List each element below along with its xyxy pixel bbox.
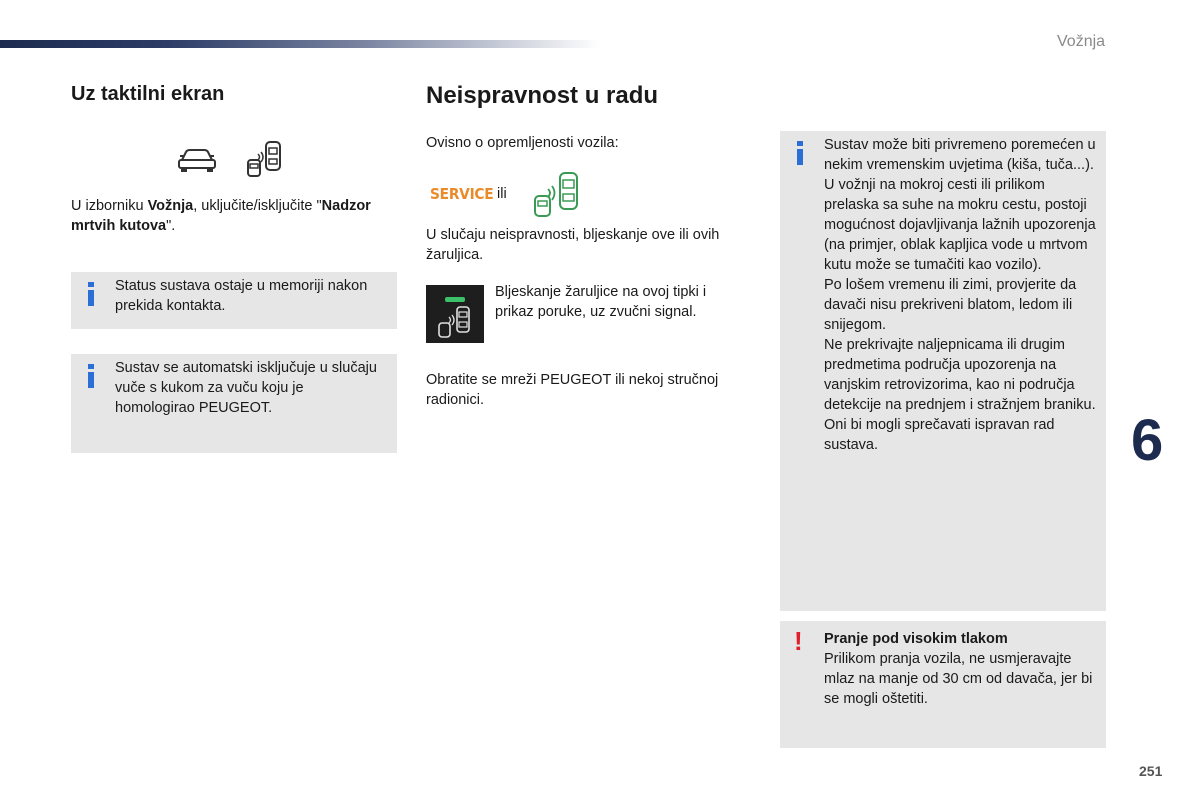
info-icon bbox=[87, 364, 95, 388]
blind-spot-button bbox=[426, 285, 484, 343]
contact-text: Obratite se mreži PEUGEOT ili nekoj stručnoj radionici. bbox=[426, 372, 719, 408]
info-text: Status sustava ostaje u memoriji nakon prekida kontakta. bbox=[115, 278, 368, 314]
info-paragraph: Po lošem vremenu ili zimi, provjerite da davači nisu prekriveni blatom, ledom ili snijegom. bbox=[824, 277, 1077, 333]
malfunction-heading: Neispravnost u radu bbox=[426, 82, 659, 109]
malfunction-text: U slučaju neispravnosti, bljeskanje ove ili ovih žaruljica. bbox=[426, 227, 720, 263]
info-paragraph: Ne prekrivajte naljepnicama ili drugim predmetima područja upozorenja na vanjskim retrovizorima, kao ni područja detekcije na prednjem i stražnjem braniku. Oni bi mogli sprečavati ispravan rad sustava. bbox=[824, 337, 1096, 453]
info-box-memory bbox=[71, 272, 397, 329]
touchscreen-heading: Uz taktilni ekran bbox=[71, 83, 225, 105]
header-gradient-bar bbox=[0, 40, 600, 48]
car-icon bbox=[176, 144, 218, 174]
info-paragraphs bbox=[824, 135, 1098, 455]
warning-box-washing bbox=[780, 621, 1106, 748]
indicator-led bbox=[445, 297, 465, 302]
service-warning-icon: SERVICE bbox=[430, 185, 494, 203]
info-icon bbox=[796, 141, 804, 165]
menu-instruction: U izborniku Vožnja, uključite/isključite "Nadzor mrtvih kutova". bbox=[71, 198, 371, 234]
button-flash-text: Bljeskanje žaruljice na ovoj tipki i prikaz poruke, uz zvučni signal. bbox=[495, 284, 707, 320]
info-icon bbox=[87, 282, 95, 306]
blind-spot-icon bbox=[244, 140, 284, 178]
info-paragraph: U vožnji na mokroj cesti ili prilikom prelaska sa suhe na mokru cestu, postoji mogućnost dojavljivanja lažnih upozorenja (na primjer, oblak kapljica vode u mrtvom kutu može se tumačiti kao vozilo). bbox=[824, 177, 1096, 273]
info-paragraph: Sustav može biti privremeno poremećen u nekim vremenskim uvjetima (kiša, tuča...). bbox=[824, 137, 1096, 173]
warning-title: Pranje pod visokim tlakom bbox=[824, 631, 1008, 647]
info-box-towing bbox=[71, 354, 397, 453]
section-name: Vožnja bbox=[1057, 33, 1106, 50]
or-text: ili bbox=[497, 186, 507, 202]
equipment-intro: Ovisno o opremljenosti vozila: bbox=[426, 135, 619, 151]
warning-content bbox=[824, 629, 1098, 709]
button-blind-spot-icon bbox=[436, 305, 474, 339]
blind-spot-warning-icon bbox=[530, 170, 582, 218]
page-number: 251 bbox=[1139, 763, 1163, 779]
warning-text: Prilikom pranja vozila, ne usmjeravajte mlaz na manje od 30 cm od davača, jer bi se mogli oštetiti. bbox=[824, 651, 1093, 707]
info-box-conditions bbox=[780, 131, 1106, 611]
warning-icon: ! bbox=[794, 626, 803, 656]
info-text: Sustav se automatski isključuje u slučaju vuče s kukom za vuču koju je homologirao PEUGEOT. bbox=[115, 360, 377, 416]
chapter-number: 6 bbox=[1131, 408, 1164, 473]
